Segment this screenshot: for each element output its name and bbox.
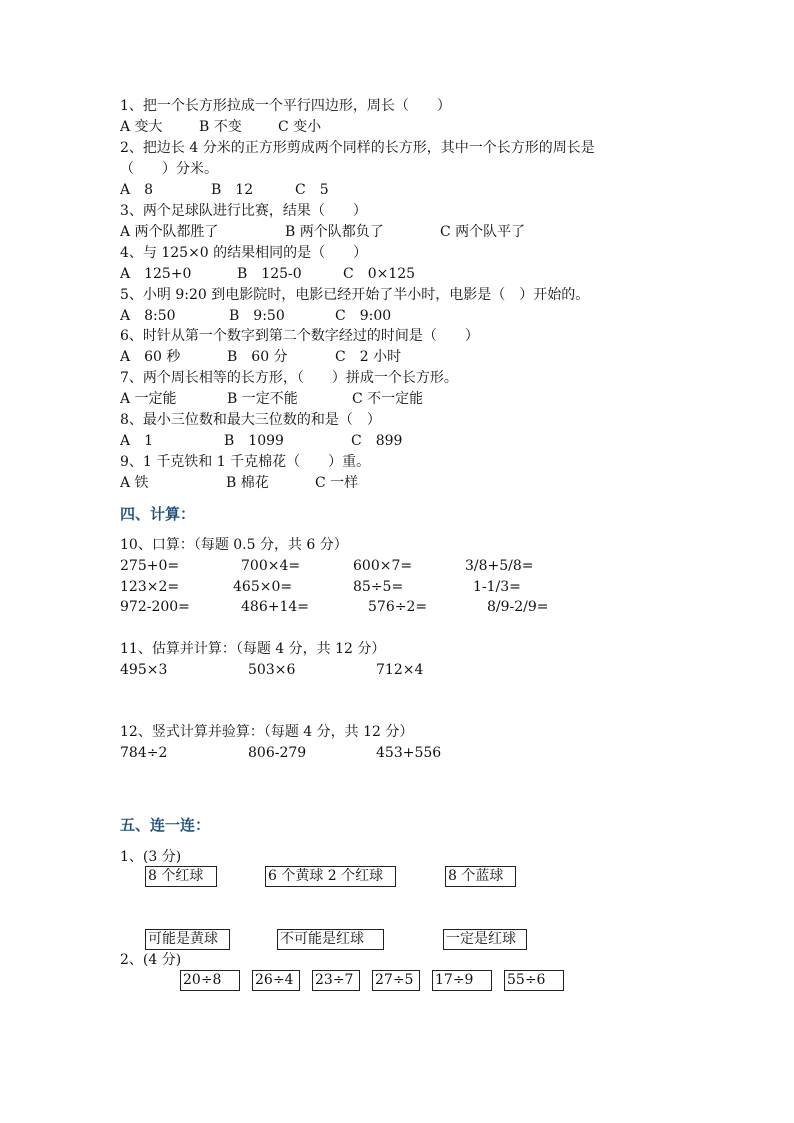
q3-option-a: A 两个队都胜了	[120, 224, 219, 240]
q2-option-b: B 12	[211, 182, 254, 198]
q10-item: 700×4=	[241, 558, 301, 574]
match2-box[interactable]: 55÷6	[504, 970, 564, 991]
q10-item: 972-200=	[120, 599, 190, 615]
q10-item: 1-1/3=	[473, 579, 521, 595]
q10-item: 600×7=	[353, 558, 413, 574]
q10-item: 8/9-2/9=	[487, 599, 549, 615]
q12-item: 806-279	[248, 745, 307, 761]
q1-option-a: A 变大	[120, 119, 163, 135]
q8-text: 8、最小三位数和最大三位数的和是（ ）	[120, 412, 381, 428]
q10-item: 486+14=	[241, 599, 309, 615]
q12-title: 12、竖式计算并验算：（每题 4 分，共 12 分）	[120, 724, 414, 740]
q6-option-a: A 60 秒	[120, 349, 181, 365]
match2-title: 2、(4 分)	[120, 952, 182, 968]
q12-item: 784÷2	[120, 745, 168, 761]
q8-option-c: C 899	[351, 433, 403, 449]
match2-box[interactable]: 23÷7	[312, 970, 360, 991]
section-heading-calculation: 四、计算：	[120, 505, 196, 523]
q7-option-b: B 一定不能	[227, 391, 298, 407]
q11-item: 712×4	[376, 662, 424, 678]
q3-text: 3、两个足球队进行比赛，结果（ ）	[120, 203, 367, 219]
q5-option-b: B 9:50	[229, 308, 285, 324]
q5-text: 5、小明 9:20 到电影院时，电影已经开始了半小时，电影是（ ）开始的。	[120, 287, 590, 303]
q6-option-b: B 60 分	[227, 349, 288, 365]
match1-top-box[interactable]: 8 个红球	[145, 866, 217, 887]
q6-text: 6、时针从第一个数字到第二个数字经过的时间是（ ）	[120, 328, 479, 344]
q4-option-c: C 0×125	[343, 266, 416, 282]
q1-option-b: B 不变	[199, 119, 242, 135]
match2-box[interactable]: 26÷4	[252, 970, 300, 991]
q9-option-a: A 铁	[120, 475, 149, 491]
q2-text: 2、把边长 4 分米的正方形剪成两个同样的长方形，其中一个长方形的周长是	[120, 140, 595, 156]
q1-text: 1、把一个长方形拉成一个平行四边形，周长（ ）	[120, 98, 451, 114]
q10-title: 10、口算：（每题 0.5 分，共 6 分）	[120, 537, 348, 553]
q7-text: 7、两个周长相等的长方形，（ ）拼成一个长方形。	[120, 370, 458, 386]
q4-option-b: B 125-0	[237, 266, 302, 282]
q7-option-a: A 一定能	[120, 391, 177, 407]
q3-option-b: B 两个队都负了	[285, 224, 384, 240]
q10-item: 465×0=	[233, 579, 293, 595]
section-heading-matching: 五、连一连：	[120, 816, 211, 834]
q6-option-c: C 2 小时	[335, 349, 402, 365]
match1-bottom-box[interactable]: 可能是黄球	[145, 929, 230, 950]
q3-option-c: C 两个队平了	[440, 224, 526, 240]
q8-option-b: B 1099	[224, 433, 284, 449]
q10-item: 576÷2=	[368, 599, 428, 615]
q10-item: 123×2=	[120, 579, 180, 595]
match1-top-box[interactable]: 6 个黄球 2 个红球	[265, 866, 396, 887]
match2-box[interactable]: 27÷5	[372, 970, 420, 991]
q2-option-a: A 8	[120, 182, 154, 198]
q2-option-c: C 5	[295, 182, 329, 198]
q9-option-c: C 一样	[315, 475, 359, 491]
q11-title: 11、估算并计算：（每题 4 分，共 12 分）	[120, 641, 386, 657]
q12-item: 453+556	[376, 745, 442, 761]
q11-item: 495×3	[120, 662, 168, 678]
match2-box[interactable]: 20÷8	[180, 970, 240, 991]
q10-item: 85÷5=	[353, 579, 404, 595]
match2-box[interactable]: 17÷9	[432, 970, 492, 991]
q8-option-a: A 1	[120, 433, 154, 449]
match1-title: 1、(3 分)	[120, 849, 182, 865]
q9-option-b: B 棉花	[226, 475, 269, 491]
q5-option-a: A 8:50	[120, 308, 176, 324]
q10-item: 3/8+5/8=	[465, 558, 534, 574]
q4-text: 4、与 125×0 的结果相同的是（ ）	[120, 245, 368, 261]
q4-option-a: A 125+0	[120, 266, 192, 282]
q2-text-2: （ ）分米。	[120, 161, 218, 177]
match1-top-box[interactable]: 8 个蓝球	[445, 866, 516, 887]
match1-bottom-box[interactable]: 不可能是红球	[277, 929, 384, 950]
q7-option-c: C 不一定能	[352, 391, 424, 407]
q5-option-c: C 9:00	[335, 308, 392, 324]
match1-bottom-box[interactable]: 一定是红球	[443, 929, 527, 950]
q10-item: 275+0=	[120, 558, 180, 574]
q9-text: 9、1 千克铁和 1 千克棉花（ ）重。	[120, 454, 371, 470]
q11-item: 503×6	[248, 662, 296, 678]
q1-option-c: C 变小	[278, 119, 322, 135]
